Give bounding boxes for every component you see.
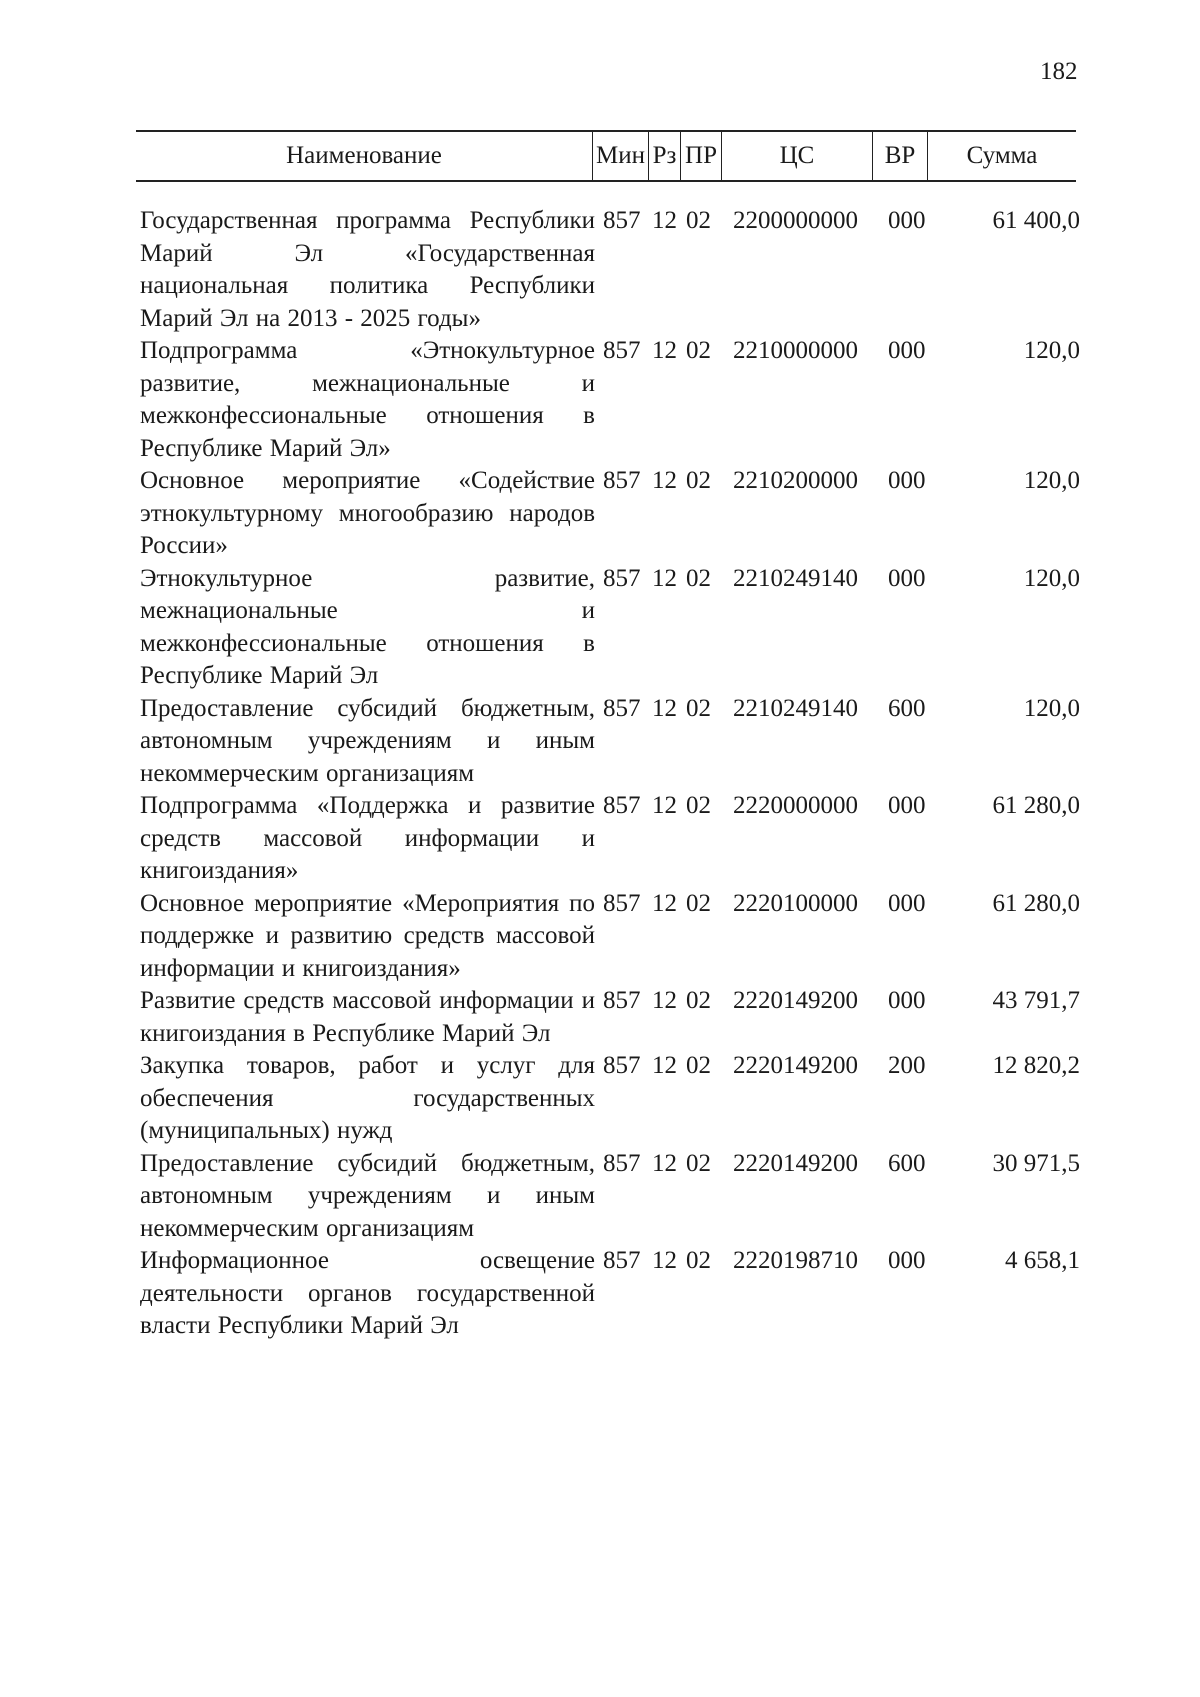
row-subsection-code: 02 xyxy=(686,889,711,917)
row-ministry-code: 857 xyxy=(603,1149,641,1177)
row-ministry-code: 857 xyxy=(603,987,641,1014)
row-amount: 43 791,7 xyxy=(992,987,1080,1014)
row-expense-type-code: 000 xyxy=(888,1247,926,1274)
page-number: 182 xyxy=(1040,58,1078,85)
row-name: Основное мероприятие «Мероприятия по поддержке и развитию средств массовой информации и книгоиздания» xyxy=(140,889,595,982)
row-ministry-code: 857 xyxy=(603,792,641,819)
row-section-code: 12 xyxy=(652,792,677,819)
row-section-code: 12 xyxy=(652,694,677,722)
row-target-article-code: 2220149200 xyxy=(733,1149,858,1177)
row-amount: 120,0 xyxy=(1023,694,1080,722)
row-amount: 61 280,0 xyxy=(992,792,1080,819)
row-section-code: 12 xyxy=(652,1052,677,1079)
row-amount: 30 971,5 xyxy=(992,1149,1080,1177)
table-row xyxy=(0,790,1200,888)
row-amount: 12 820,2 xyxy=(992,1052,1080,1079)
row-name: Развитие средств массовой информации и книгоиздания в Республике Марий Эл xyxy=(140,987,595,1047)
row-target-article-code: 2220000000 xyxy=(733,792,858,819)
table-row xyxy=(0,563,1200,693)
header-name: Наименование xyxy=(286,142,442,169)
row-ministry-code: 857 xyxy=(603,467,641,494)
table-row xyxy=(0,1245,1200,1343)
row-target-article-code: 2210000000 xyxy=(733,337,858,364)
table-row xyxy=(0,465,1200,563)
row-ministry-code: 857 xyxy=(603,1052,641,1079)
row-section-code: 12 xyxy=(652,467,677,494)
table-row xyxy=(0,335,1200,465)
header-sum: Сумма xyxy=(966,142,1038,169)
row-subsection-code: 02 xyxy=(686,792,711,819)
row-expense-type-code: 000 xyxy=(888,889,926,917)
row-amount: 4 658,1 xyxy=(1005,1247,1080,1274)
row-target-article-code: 2210249140 xyxy=(733,694,858,722)
row-target-article-code: 2220198710 xyxy=(733,1247,858,1274)
row-expense-type-code: 000 xyxy=(888,207,926,234)
row-ministry-code: 857 xyxy=(603,889,641,917)
row-subsection-code: 02 xyxy=(686,207,711,234)
row-name: Государственная программа Республики Марий Эл «Государственная национальная политика Республики Марий Эл на 2013 - 2025 годы» xyxy=(140,207,595,332)
row-expense-type-code: 600 xyxy=(888,1149,926,1177)
row-ministry-code: 857 xyxy=(603,694,641,722)
table-header xyxy=(136,130,1076,182)
table-row xyxy=(0,1050,1200,1148)
row-ministry-code: 857 xyxy=(603,207,641,234)
row-name: Подпрограмма «Этнокультурное развитие, межнациональные и межконфессиональные отношения в Республике Марий Эл» xyxy=(140,337,595,462)
row-section-code: 12 xyxy=(652,207,677,234)
header-cs: ЦС xyxy=(779,142,815,169)
row-subsection-code: 02 xyxy=(686,564,711,592)
row-subsection-code: 02 xyxy=(686,1149,711,1177)
header-pr: ПР xyxy=(685,142,717,169)
row-section-code: 12 xyxy=(652,337,677,364)
table-row xyxy=(0,888,1200,986)
row-subsection-code: 02 xyxy=(686,694,711,722)
row-subsection-code: 02 xyxy=(686,1247,711,1274)
row-name: Предоставление субсидий бюджетным, автономным учреждениям и иным некоммерческим организациям xyxy=(140,694,595,787)
row-subsection-code: 02 xyxy=(686,987,711,1014)
table-row xyxy=(0,1148,1200,1246)
row-section-code: 12 xyxy=(652,1149,677,1177)
row-target-article-code: 2220100000 xyxy=(733,889,858,917)
row-section-code: 12 xyxy=(652,889,677,917)
row-subsection-code: 02 xyxy=(686,1052,711,1079)
row-ministry-code: 857 xyxy=(603,1247,641,1274)
table-row xyxy=(0,693,1200,791)
row-name: Подпрограмма «Поддержка и развитие средств массовой информации и книгоиздания» xyxy=(140,792,595,884)
table-row xyxy=(0,985,1200,1050)
row-expense-type-code: 200 xyxy=(888,1052,926,1079)
row-section-code: 12 xyxy=(652,1247,677,1274)
row-target-article-code: 2210249140 xyxy=(733,564,858,592)
row-amount: 61 280,0 xyxy=(992,889,1080,917)
table-row xyxy=(0,205,1200,335)
row-expense-type-code: 000 xyxy=(888,564,926,592)
row-target-article-code: 2200000000 xyxy=(733,207,858,234)
row-target-article-code: 2220149200 xyxy=(733,1052,858,1079)
row-amount: 120,0 xyxy=(1023,564,1080,592)
row-target-article-code: 2220149200 xyxy=(733,987,858,1014)
row-subsection-code: 02 xyxy=(686,337,711,364)
row-name: Закупка товаров, работ и услуг для обеспечения государственных (муниципальных) нужд xyxy=(140,1052,595,1144)
row-name: Предоставление субсидий бюджетным, автономным учреждениям и иным некоммерческим организациям xyxy=(140,1149,595,1242)
row-section-code: 12 xyxy=(652,987,677,1014)
row-target-article-code: 2210200000 xyxy=(733,467,858,494)
row-amount: 61 400,0 xyxy=(992,207,1080,234)
row-subsection-code: 02 xyxy=(686,467,711,494)
row-expense-type-code: 000 xyxy=(888,987,926,1014)
header-min: Мин xyxy=(596,142,645,169)
row-expense-type-code: 000 xyxy=(888,467,926,494)
row-name: Информационное освещение деятельности органов государственной власти Республики Марий Эл xyxy=(140,1247,595,1339)
row-expense-type-code: 600 xyxy=(888,694,926,722)
table-body xyxy=(0,205,1200,1343)
row-name: Основное мероприятие «Содействие этнокультурному многообразию народов России» xyxy=(140,467,595,559)
header-rz: Рз xyxy=(652,142,677,169)
row-ministry-code: 857 xyxy=(603,337,641,364)
row-expense-type-code: 000 xyxy=(888,337,926,364)
row-amount: 120,0 xyxy=(1023,337,1080,364)
row-name: Этнокультурное развитие, межнациональные и межконфессиональные отношения в Республике Марий Эл xyxy=(140,564,595,689)
row-amount: 120,0 xyxy=(1023,467,1080,494)
row-section-code: 12 xyxy=(652,564,677,592)
row-expense-type-code: 000 xyxy=(888,792,926,819)
header-vr: ВР xyxy=(884,142,916,169)
row-ministry-code: 857 xyxy=(603,564,641,592)
